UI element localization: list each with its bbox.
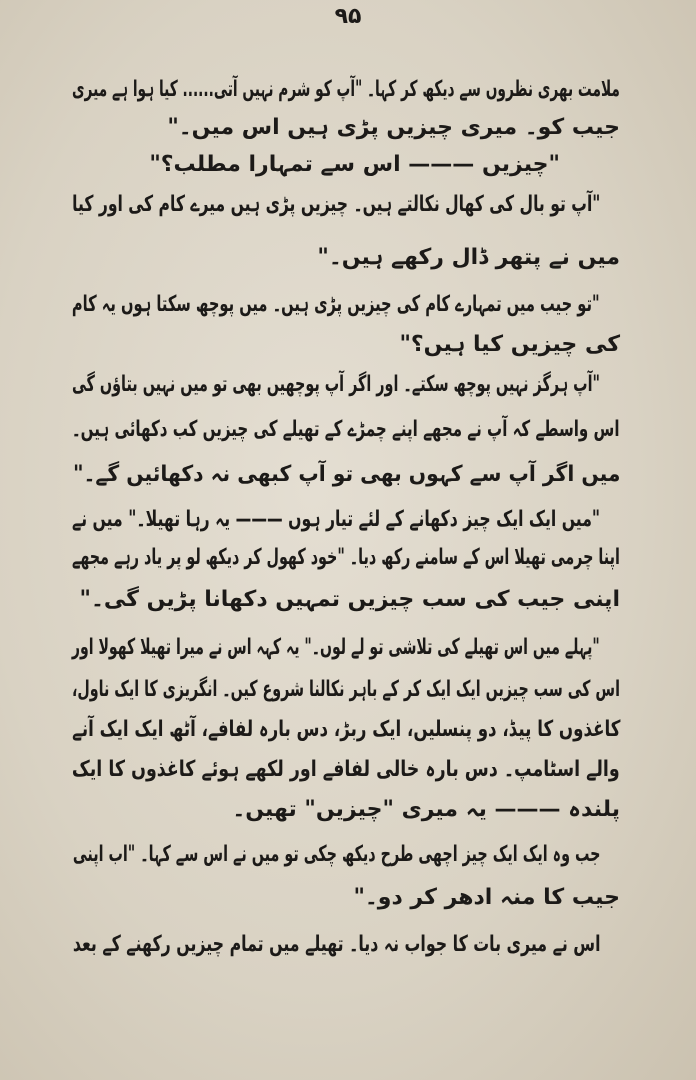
text-line-content: جیب کو۔ میری چیزیں پڑی ہیں اس میں۔"	[167, 115, 620, 140]
text-line	[72, 457, 620, 493]
text-line	[72, 752, 620, 788]
text-line-content: اپنی جیب کی سب چیزیں تمہیں دکھانا پڑیں گی۔"	[79, 587, 620, 612]
text-line	[72, 792, 620, 828]
text-line	[72, 72, 620, 108]
text-line-content: اپنا چرمی تھیلا اس کے سامنے رکھ دیا۔ "خود کھول کر دیکھ لو پر یاد رہے مجھے	[72, 545, 620, 570]
text-line-content: جیب کا منہ ادھر کر دو۔"	[353, 885, 620, 910]
text-line	[72, 927, 620, 963]
text-line	[72, 712, 620, 748]
text-line-content: اس واسطے کہ آپ نے مجھے اپنے چمڑے کے تھیلے کی چیزیں کب دکھائی ہیں۔	[72, 417, 620, 442]
text-line-content: "تو جیب میں تمہارے کام کی چیزیں پڑی ہیں۔ میں پوچھ سکتا ہوں یہ کام	[72, 292, 600, 317]
text-line	[72, 582, 620, 618]
text-line	[72, 540, 620, 576]
text-line	[72, 367, 620, 403]
text-line	[72, 110, 620, 146]
text-line	[72, 147, 620, 183]
text-line	[72, 240, 620, 276]
text-line	[72, 412, 620, 448]
text-line	[72, 187, 620, 223]
text-line-content: "آپ ہرگز نہیں پوچھ سکتے۔ اور اگر آپ پوچھیں بھی تو میں نہیں بتاؤں گی	[72, 372, 600, 397]
text-line-content: اس نے میری بات کا جواب نہ دیا۔ تھیلے میں تمام چیزیں رکھنے کے بعد	[72, 932, 600, 957]
text-line-content: میں نے پتھر ڈال رکھے ہیں۔"	[317, 245, 620, 270]
text-line	[72, 880, 620, 916]
text-line-content: "پہلے میں اس تھیلے کی تلاشی تو لے لوں۔" یہ کہہ اس نے میرا تھیلا کھولا اور	[72, 635, 600, 660]
page-number: ۹۵	[334, 4, 362, 29]
text-line-content: "آپ تو بال کی کھال نکالتے ہیں۔ چیزیں پڑی ہیں میرے کام کی اور کیا	[71, 192, 600, 217]
text-line-content: اس کی سب چیزیں ایک ایک کر کے باہر نکالنا شروع کیں۔ انگریزی کا ایک ناول،	[72, 677, 620, 702]
text-line-content: "میں ایک ایک چیز دکھانے کے لئے تیار ہوں ——— یہ رہا تھیلا۔" میں نے	[71, 507, 600, 532]
text-line-content: میں اگر آپ سے کہوں بھی تو آپ کبھی نہ دکھائیں گے۔"	[72, 462, 620, 487]
text-line	[72, 672, 620, 708]
text-line-content: کاغذوں کا پیڈ، دو پنسلیں، ایک ربڑ، دس بارہ لفافے، آٹھ ایک ایک آنے	[71, 717, 620, 742]
text-line	[72, 327, 620, 363]
text-line-content: والے اسٹامپ۔ دس بارہ خالی لفافے اور لکھے ہوئے کاغذوں کا ایک	[72, 757, 620, 782]
text-line	[72, 837, 620, 873]
text-line-content: "چیزیں ——— اس سے تمہارا مطلب؟"	[149, 152, 560, 177]
text-line-content: ملامت بھری نظروں سے دیکھ کر کہا۔ "آپ کو شرم نہیں آتی...... کیا ہوا ہے میری	[72, 77, 620, 102]
text-line-content: جب وہ ایک ایک چیز اچھی طرح دیکھ چکی تو میں نے اس سے کہا۔ "اب اپنی	[72, 842, 600, 867]
text-line	[72, 287, 620, 323]
text-line	[72, 630, 620, 666]
text-line	[72, 502, 620, 538]
text-line-content: کی چیزیں کیا ہیں؟"	[399, 332, 620, 357]
text-line-content: پلندہ ——— یہ میری "چیزیں" تھیں۔	[232, 797, 620, 822]
